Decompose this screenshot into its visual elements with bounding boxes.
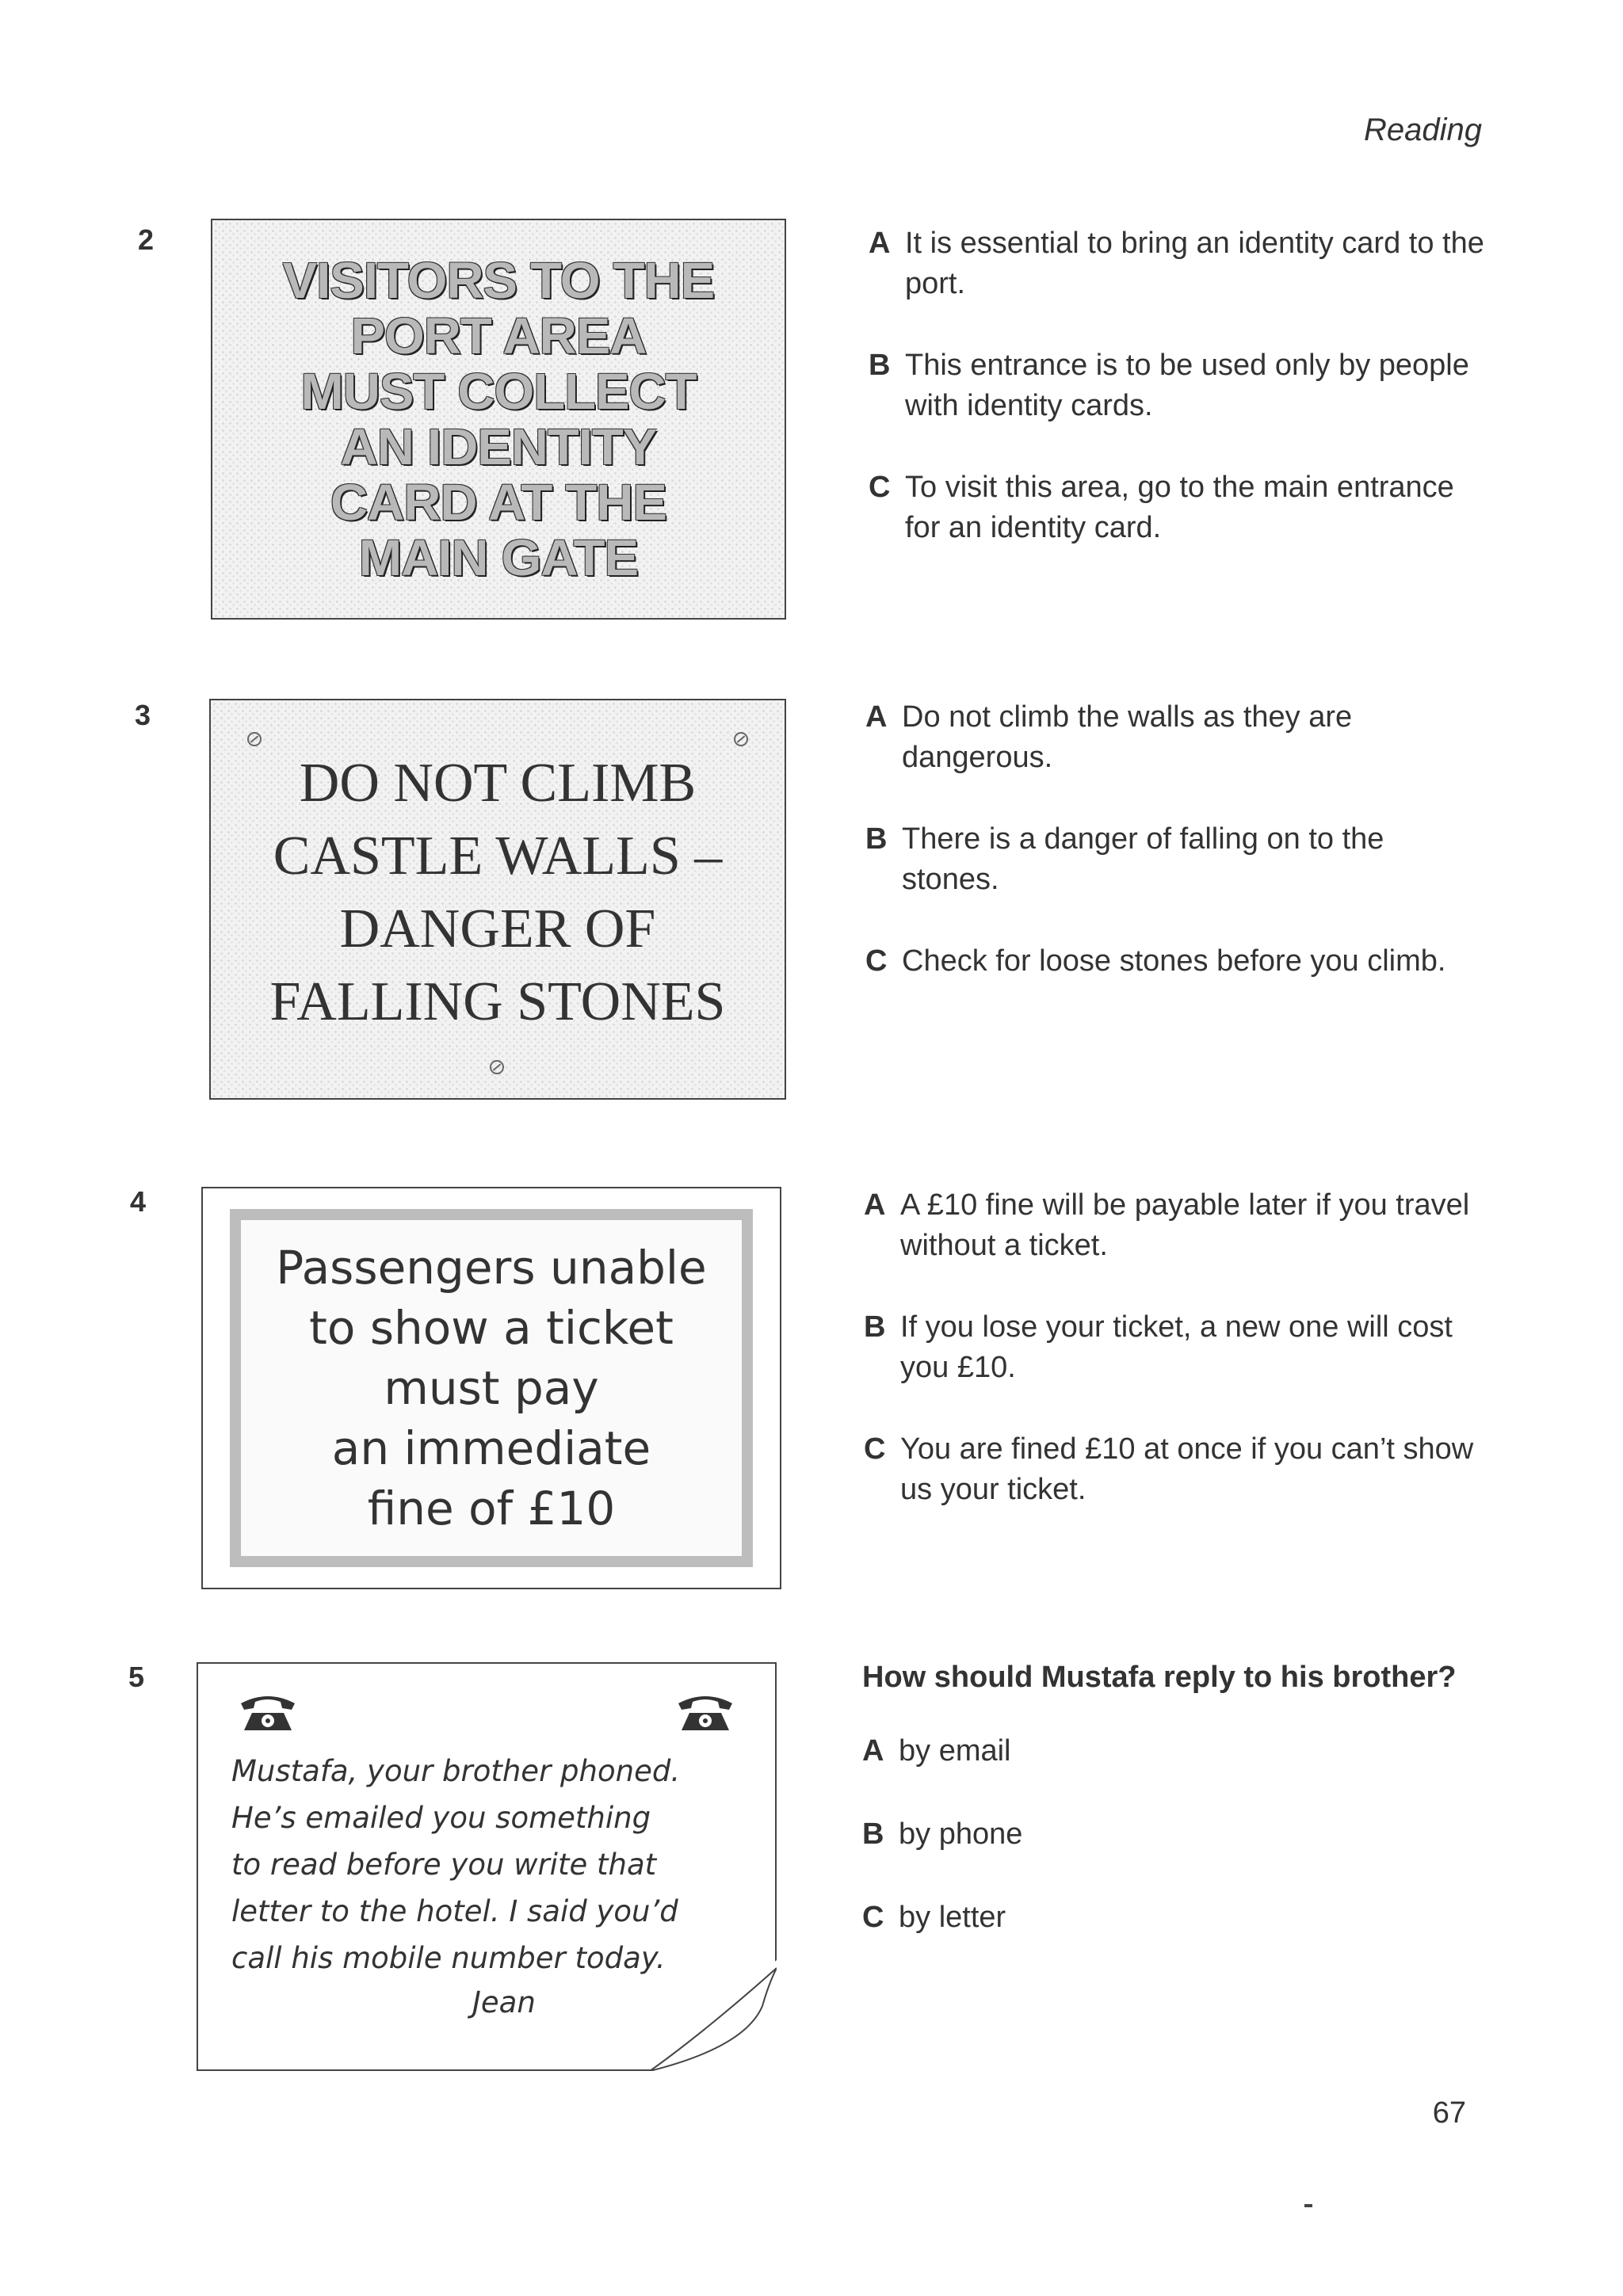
option-2c[interactable] (869, 467, 1487, 548)
question-3-options (865, 697, 1484, 1023)
port-area-sign-text: VISITORS TO THE PORT AREA MUST COLLECT AN IDENTITY CARD AT THE MAIN GATE (282, 252, 715, 586)
option-text: Do not climb the walls as they are dangerous. (902, 700, 1353, 774)
option-4b[interactable] (864, 1307, 1482, 1388)
page-curl-icon (650, 1960, 777, 2071)
telephone-icon (236, 1689, 300, 1733)
castle-walls-sign-text: DO NOT CLIMB CASTLE WALLS – DANGER OF FALLING STONES (269, 753, 726, 1032)
option-letter: C (862, 1901, 884, 1934)
option-text: by phone (899, 1817, 1023, 1851)
screw-icon (734, 732, 748, 746)
option-letter: A (869, 227, 891, 260)
option-letter: C (865, 944, 888, 978)
note-line: call his mobile number today. (231, 1941, 666, 1975)
option-letter: B (869, 349, 891, 382)
option-text: It is essential to bring an identity card to the port. (905, 227, 1484, 300)
note-line: He’s emailed you something (231, 1801, 651, 1835)
question-2-options (869, 223, 1487, 589)
option-letter: B (862, 1817, 884, 1851)
option-3c[interactable] (865, 941, 1484, 982)
question-5-options (862, 1661, 1480, 1981)
option-5b[interactable] (862, 1814, 1480, 1855)
option-4c[interactable] (864, 1429, 1482, 1510)
option-letter: A (862, 1734, 884, 1768)
question-number-4: 4 (130, 1185, 147, 1218)
screw-icon (490, 1060, 504, 1074)
question-number-2: 2 (138, 223, 155, 256)
option-2b[interactable] (869, 345, 1487, 426)
option-text: You are fined £10 at once if you can’t show us your ticket. (900, 1432, 1474, 1506)
note-line: Mustafa, your brother phoned. (231, 1754, 681, 1788)
question-number-5: 5 (128, 1661, 145, 1693)
option-2a[interactable] (869, 223, 1487, 304)
option-3a[interactable] (865, 697, 1484, 778)
ticket-fine-sign (201, 1187, 781, 1589)
telephone-icon (674, 1689, 737, 1733)
scan-mark (1304, 2204, 1312, 2207)
option-text: To visit this area, go to the main entrance for an identity card. (905, 471, 1454, 544)
option-letter: A (864, 1188, 886, 1222)
option-4a[interactable] (864, 1185, 1482, 1266)
port-area-sign (211, 219, 786, 620)
option-text: Check for loose stones before you climb. (902, 944, 1446, 978)
page-number: 67 (1432, 2096, 1466, 2130)
option-5a[interactable] (862, 1731, 1480, 1772)
option-letter: B (864, 1310, 886, 1344)
option-text: A £10 fine will be payable later if you travel without a ticket. (900, 1188, 1470, 1262)
option-text: There is a danger of falling on to the stones. (902, 822, 1384, 896)
option-text: by email (899, 1734, 1011, 1768)
note-signature: Jean (472, 1985, 536, 2019)
option-text: by letter (899, 1901, 1006, 1934)
option-3b[interactable] (865, 819, 1484, 900)
phone-message-note (197, 1662, 777, 2071)
option-letter: C (864, 1432, 886, 1466)
question-5-prompt: How should Mustafa reply to his brother? (862, 1661, 1457, 1694)
ticket-fine-sign-panel (230, 1209, 753, 1567)
section-header: Reading (1363, 113, 1482, 147)
note-line: letter to the hotel. I said you’d (231, 1894, 678, 1928)
question-4-options (864, 1185, 1482, 1551)
note-line: to read before you write that (231, 1848, 657, 1882)
screw-icon (247, 732, 262, 746)
option-letter: A (865, 700, 888, 734)
note-message (231, 1748, 739, 1981)
option-5c[interactable] (862, 1897, 1480, 1938)
question-number-3: 3 (135, 699, 151, 731)
option-letter: C (869, 471, 891, 504)
castle-walls-sign (209, 699, 786, 1100)
option-text: This entrance is to be used only by people with identity cards. (905, 349, 1469, 422)
option-letter: B (865, 822, 888, 856)
ticket-fine-sign-text: Passengers unable to show a ticket must pay an immediate fine of £10 (276, 1241, 707, 1535)
option-text: If you lose your ticket, a new one will cost you £10. (900, 1310, 1453, 1384)
